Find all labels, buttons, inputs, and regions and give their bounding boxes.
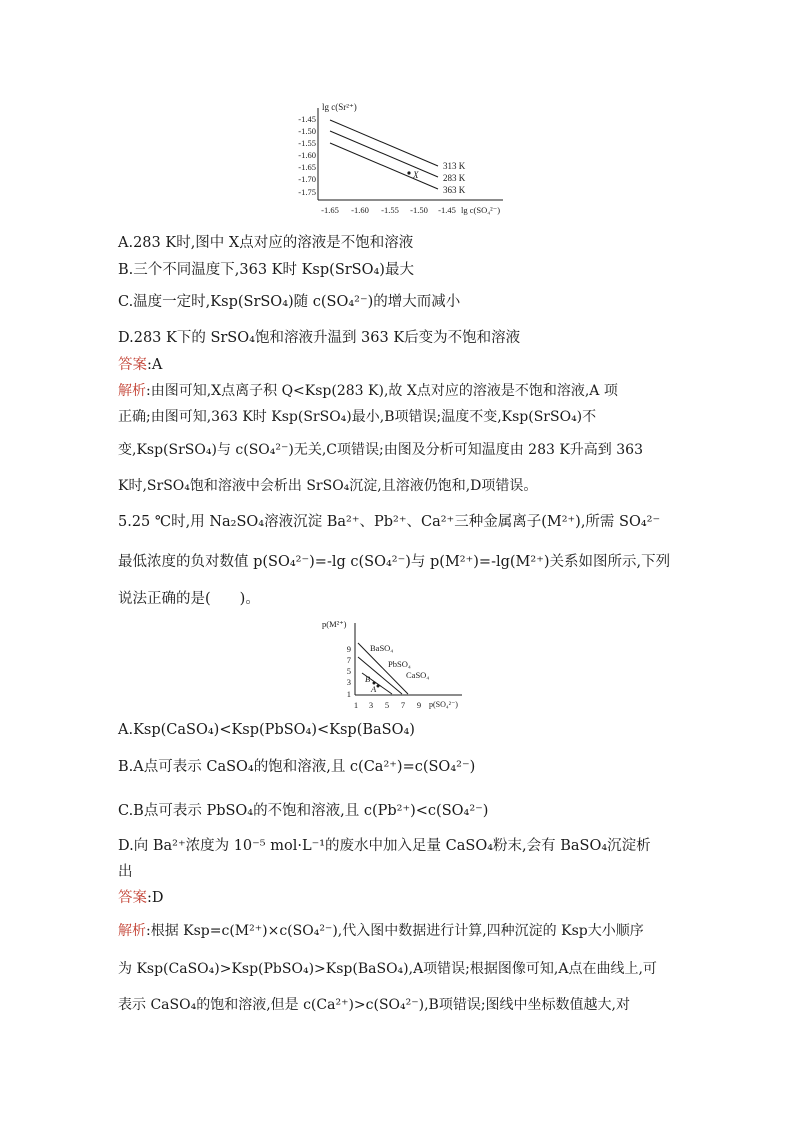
q4-option-d: D.283 K下的 SrSO₄饱和溶液升温到 363 K后变为不饱和溶液 — [118, 330, 521, 346]
fig1-ytick: -1.70 — [298, 174, 316, 184]
q5-answer: 答案:D — [118, 890, 164, 906]
q5-explanation-3: 表示 CaSO₄的饱和溶液,但是 c(Ca²⁺)>c(SO₄²⁻),B项错误;图线中坐标数值越大,对 — [118, 997, 630, 1013]
q5-stem-3: 说法正确的是( )。 — [118, 591, 260, 607]
answer-label: 答案 — [118, 890, 147, 906]
q4-explanation-3: 变,Ksp(SrSO₄)与 c(SO₄²⁻)无关,C项错误;由图及分析可知温度由 283 K升高到 363 — [118, 442, 643, 458]
fig2-point-a — [377, 685, 380, 688]
q4-explanation-1: 解析:由图可知,X点离子积 Q<Ksp(283 K),故 X点对应的溶液是不饱和溶液,A 项 — [118, 383, 618, 399]
fig2-xtick: 5 — [384, 700, 390, 710]
fig2-ytick: 5 — [346, 666, 351, 676]
q5-stem-1: 5.25 ℃时,用 Na₂SO₄溶液沉淀 Ba²⁺、Pb²⁺、Ca²⁺三种金属离子(M²⁺),所需 SO₄²⁻ — [118, 514, 661, 530]
fig1-series-label: 283 K — [443, 173, 466, 183]
fig1-xtick: -1.65 — [321, 205, 339, 215]
fig1-ytick: -1.60 — [298, 150, 316, 160]
q5-explanation-2: 为 Ksp(CaSO₄)>Ksp(PbSO₄)>Ksp(BaSO₄),A项错误;根据图像可知,A点在曲线上,可 — [118, 961, 657, 977]
fig1-xtick: -1.50 — [410, 205, 428, 215]
fig2-series-label: BaSO₄ — [370, 643, 394, 653]
fig2-ytick: 9 — [346, 644, 351, 654]
q5-option-d-line2: 出 — [118, 864, 133, 880]
q4-answer: 答案:A — [118, 357, 163, 373]
fig1-point-label: X — [413, 170, 419, 180]
fig2-xlabel: p(SO₄²⁻) — [429, 700, 458, 709]
fig2-ylabel: p(M²⁺) — [322, 619, 347, 629]
fig2-xtick: 7 — [400, 700, 406, 710]
figure-2-chart — [322, 615, 482, 713]
explanation-label: 解析 — [118, 923, 146, 939]
q5-option-c: C.B点可表示 PbSO₄的不饱和溶液,且 c(Pb²⁺)<c(SO₄²⁻) — [118, 803, 489, 819]
figure-1-chart — [278, 100, 518, 220]
fig2-ytick: 3 — [346, 677, 351, 687]
fig1-ytick: -1.50 — [298, 126, 316, 136]
q4-option-b: B.三个不同温度下,363 K时 Ksp(SrSO₄)最大 — [118, 262, 414, 278]
q5-stem-2: 最低浓度的负对数值 p(SO₄²⁻)=-lg c(SO₄²⁻)与 p(M²⁺)=-lg(M²⁺)关系如图所示,下列 — [118, 554, 671, 570]
fig1-ytick: -1.45 — [298, 114, 316, 124]
fig1-line-363 — [330, 143, 438, 189]
fig1-xtick: -1.60 — [351, 205, 369, 215]
q4-explanation-2: 正确;由图可知,363 K时 Ksp(SrSO₄)最小,B项错误;温度不变,Ksp(SrSO₄)不 — [118, 409, 597, 425]
fig2-xtick: 3 — [368, 700, 374, 710]
fig2-point-label: A — [371, 684, 377, 694]
fig2-series-label: CaSO₄ — [406, 670, 430, 680]
q5-option-a: A.Ksp(CaSO₄)<Ksp(PbSO₄)<Ksp(BaSO₄) — [118, 722, 415, 738]
fig1-ytick: -1.75 — [298, 187, 316, 197]
q5-explanation-1: 解析:根据 Ksp=c(M²⁺)×c(SO₄²⁻),代入图中数据进行计算,四种沉淀的 Ksp大小顺序 — [118, 923, 644, 939]
fig1-series-label: 363 K — [443, 185, 466, 195]
fig1-ytick: -1.55 — [298, 138, 316, 148]
fig1-ytick: -1.65 — [298, 162, 316, 172]
fig2-series-label: PbSO₄ — [388, 659, 411, 669]
fig2-ytick: 7 — [346, 655, 351, 665]
fig2-point-label: B — [365, 674, 371, 684]
fig1-xlabel: lg c(SO₄²⁻) — [461, 205, 501, 215]
fig1-point-x — [407, 171, 410, 174]
fig1-line-283 — [330, 131, 438, 177]
fig1-xtick: -1.45 — [438, 205, 456, 215]
answer-label: 答案 — [118, 357, 147, 373]
fig1-xtick: -1.55 — [381, 205, 399, 215]
fig1-ylabel: lg c(Sr²⁺) — [322, 102, 357, 112]
q4-option-c: C.温度一定时,Ksp(SrSO₄)随 c(SO₄²⁻)的增大而减小 — [118, 294, 461, 310]
fig2-ytick: 1 — [346, 689, 351, 699]
q4-option-a: A.283 K时,图中 X点对应的溶液是不饱和溶液 — [118, 235, 414, 251]
explanation-label: 解析 — [118, 383, 146, 399]
fig2-xtick: 9 — [416, 700, 422, 710]
q5-option-b: B.A点可表示 CaSO₄的饱和溶液,且 c(Ca²⁺)=c(SO₄²⁻) — [118, 759, 476, 775]
fig1-series-label: 313 K — [443, 161, 466, 171]
fig1-line-313 — [330, 120, 438, 166]
q4-explanation-4: K时,SrSO₄饱和溶液中会析出 SrSO₄沉淀,且溶液仍饱和,D项错误。 — [118, 478, 538, 494]
fig2-xtick: 1 — [353, 700, 359, 710]
q5-option-d-line1: D.向 Ba²⁺浓度为 10⁻⁵ mol·L⁻¹的废水中加入足量 CaSO₄粉末,会有 BaSO₄沉淀析 — [118, 838, 651, 854]
